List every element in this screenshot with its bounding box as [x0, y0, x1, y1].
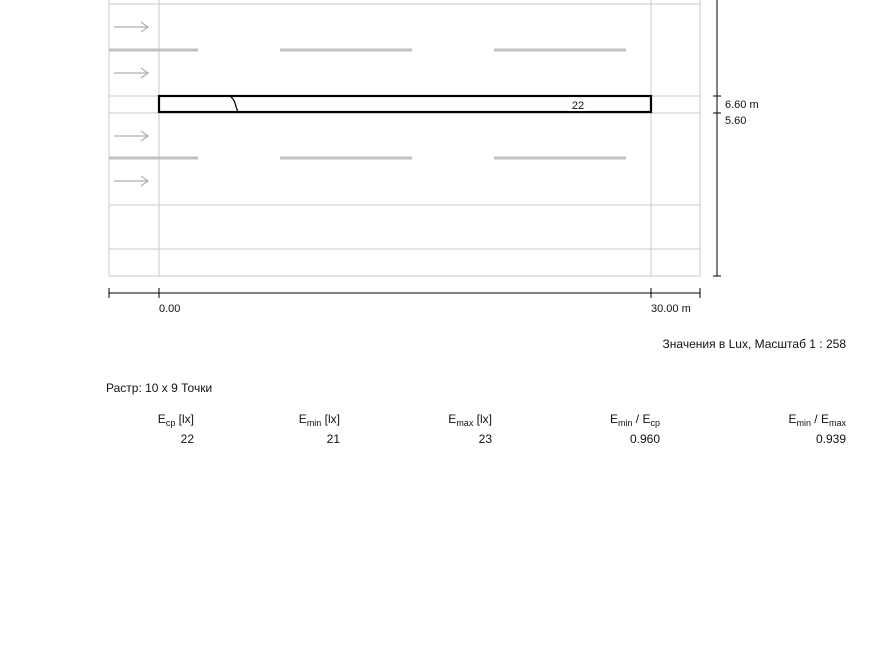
scale-note: Значения в Lux, Масштаб 1 : 258 [662, 337, 846, 351]
dim-y-upper-label: 6.60 m [725, 99, 759, 111]
stat-header-e-avg: $E_{ср}$ [lx] [157, 412, 194, 428]
stat-value-uniformity-avg: 0.960 [629, 432, 660, 446]
stat-header-uniformity-avg: $E_{min} / E_{ср}$ [609, 412, 660, 428]
stat-header-uniformity-max: $E_{min} / E_{max}$ [788, 412, 846, 428]
horizontal-dimension [109, 288, 700, 298]
arrow-right-icon [114, 68, 148, 78]
isoline [231, 97, 238, 112]
stat-value-uniformity-max: 0.939 [815, 432, 846, 446]
arrow-right-icon [114, 22, 148, 32]
stat-value-e-min: 21 [326, 432, 340, 446]
isoline-value-label: 22 [571, 100, 585, 112]
direction-arrows [114, 22, 148, 186]
dim-x-start-label: 0.00 [159, 303, 181, 315]
stat-header-e-min: $E_{min}$ [lx] [298, 412, 340, 428]
vertical-dimension [713, 0, 721, 276]
stat-value-e-max: 23 [478, 432, 492, 446]
arrow-right-icon [114, 131, 148, 141]
stat-value-e-avg: 22 [180, 432, 194, 446]
arrow-right-icon [114, 176, 148, 186]
dim-y-lower-label: 5.60 [725, 115, 747, 127]
lane-markings [109, 50, 626, 158]
grid-note: Растр: 10 x 9 Точки [106, 381, 213, 395]
dim-x-end-label: 30.00 m [651, 303, 691, 315]
stat-header-e-max: $E_{max}$ [lx] [448, 412, 492, 428]
road-outline [109, 0, 700, 276]
